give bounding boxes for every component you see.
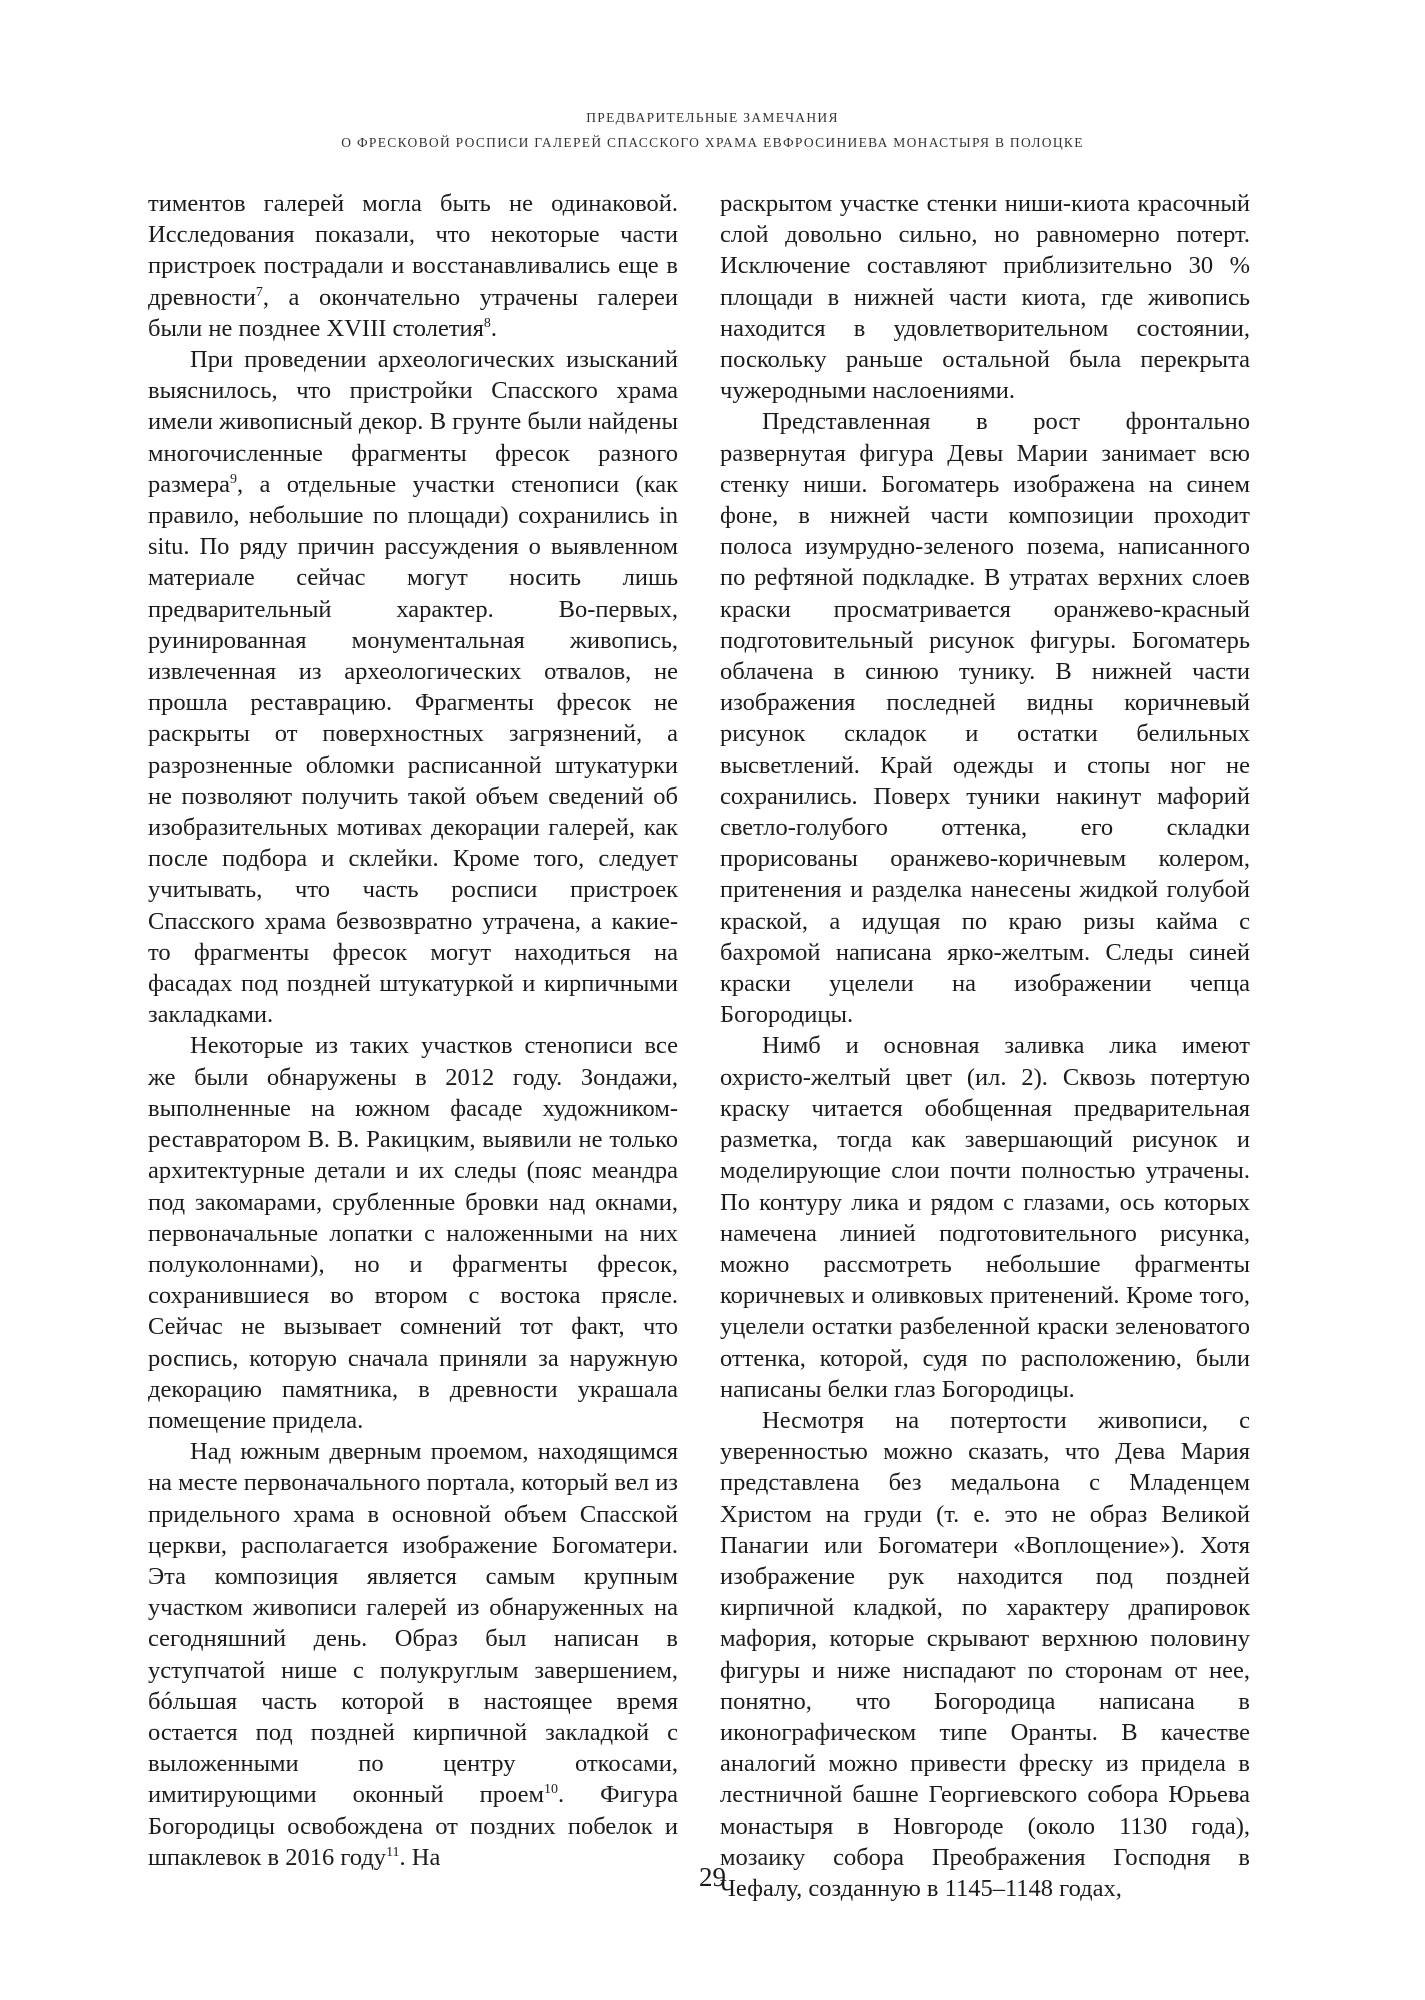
footnote-ref: 9 <box>229 471 237 487</box>
paragraph: Несмотря на потертости живописи, с уверенностью можно сказать, что Дева Мария представлена без медальона с Младенцем Христом на груди (т. е. это не образ Великой Панагии или Богоматери «Воплощение»). Хотя изображение рук находится под поздней кирпичной кладкой, по характеру драпировок мафория, которые скрывают верхнюю половину фигуры и ниже ниспадают по сторонам от нее, понятно, что Богородица написана в иконографическом типе Оранты. В качестве аналогий можно привести фреску из придела в лестничной башне Георгиевского собора Юрьева монастыря в Новгороде (около 1130 года), мозаику собора Преображения Господня в Чефалу, созданную в 1145–1148 годах, <box>720 1406 1250 1902</box>
page-number: 29 <box>699 1862 726 1892</box>
running-header-line-2: О ФРЕСКОВОЙ РОСПИСИ ГАЛЕРЕЙ СПАССКОГО ХРАМА ЕВФРОСИНИЕВА МОНАСТЫРЯ В ПОЛОЦКЕ <box>341 135 1084 150</box>
footnote-ref: 7 <box>255 284 263 300</box>
paragraph-text: тиментов галерей могла быть не одинаковой. Исследования показали, что некоторые части пристроек пострадали и восстанавливались еще в древности <box>148 190 678 311</box>
paragraph-text: , а отдельные участки стенописи (как правило, небольшие по площади) сохранились in situ. По ряду причин рассуждения о выявленном материале сейчас могут носить лишь предварительный характер. Во-первых, руинированная монументальная живопись, извлеченная из археологических отвалов, не прошла реставрацию. Фрагменты фресок не раскрыты от поверхностных загрязнений, а разрозненные обломки расписанной штукатурки не позволяют получить такой объем сведений об изобразительных мотивах декорации галерей, как после подбора и склейки. Кроме того, следует учитывать, что часть росписи пристроек Спасского храма безвозвратно утрачена, а какие-то фрагменты фресок могут находиться на фасадах под поздней штукатуркой и кирпичными закладками. <box>148 470 678 1029</box>
paragraph: Некоторые из таких участков стенописи все же были обнаружены в 2012 году. Зондажи, выполненные на южном фасаде художником-реставратором В. В. Ракицким, выявили не только архитектурные детали и их следы (пояс меандра под закомарами, срубленные бровки над окнами, первоначальные лопатки с наложенными на них полуколоннами), но и фрагменты фресок, сохранившиеся во втором с востока прясле. Сейчас не вызывает сомнений тот факт, что роспись, которую сначала приняли за наружную декорацию памятника, в древности украшала помещение придела. <box>148 1032 678 1434</box>
paragraph: Нимб и основная заливка лика имеют охристо-желтый цвет (ил. 2). Сквозь потертую краску читается обобщенная предварительная разметка, тогда как завершающий рисунок и моделирующие слои почти полностью утрачены. По контуру лика и рядом с глазами, ось которых намечена линией подготовительного рисунка, можно рассмотреть небольшие фрагменты коричневых и оливковых притенений. Кроме того, уцелели остатки разбеленной краски зеленоватого оттенка, которой, судя по расположению, были написаны белки глаз Богородицы. <box>720 1032 1250 1403</box>
left-column <box>148 188 678 1873</box>
paragraph-text: . <box>490 314 498 342</box>
paragraph-text: . На <box>399 1843 441 1871</box>
paragraph-text: При проведении археологических изысканий выяснилось, что пристройки Спасского храма имели живописный декор. В грунте были найдены многочисленные фрагменты фресок разного размера <box>148 346 678 498</box>
footnote-ref: 11 <box>386 1844 400 1860</box>
paragraph <box>148 188 678 344</box>
paragraph-text: . Фигура Богородицы освобождена от поздних побелок и шпаклевок в 2016 году <box>148 1781 679 1871</box>
paragraph-text: , а окончательно утрачены галереи были не позднее XVIII столетия <box>148 283 678 342</box>
footnote-ref: 8 <box>483 315 491 331</box>
footnote-ref: 10 <box>543 1782 558 1798</box>
paragraph <box>148 1436 678 1873</box>
paragraph: раскрытом участке стенки ниши-киота красочный слой довольно сильно, но равномерно потерт. Исключение составляют приблизительно 30 % площади в нижней части киота, где живопись находится в удовлетворительном состоянии, поскольку раньше остальной была перекрыта чужеродными наслоениями. <box>720 190 1250 405</box>
paragraph <box>148 344 678 1030</box>
running-header-line-1: ПРЕДВАРИТЕЛЬНЫЕ ЗАМЕЧАНИЯ <box>586 110 839 125</box>
paragraph-text: Над южным дверным проемом, находящимся на месте первоначального портала, который вел из придельного храма в основной объем Спасской церкви, располагается изображение Богоматери. Эта композиция является самым крупным участком живописи галерей из обнаруженных на сегодняшний день. Образ был написан в уступчатой нише с полукруглым завершением, бóльшая часть которой в настоящее время остается под поздней кирпичной закладкой с выложенными по центру откосами, имитирующими оконный проем <box>148 1438 678 1809</box>
right-column <box>720 188 1250 1904</box>
running-header <box>0 105 1425 155</box>
paragraph: Представленная в рост фронтально развернутая фигура Девы Марии занимает всю стенку ниши. Богоматерь изображена на синем фоне, в нижней части композиции проходит полоса изумрудно-зеленого позема, написанного по рефтяной подкладке. В утратах верхних слоев краски просматривается оранжево-красный подготовительный рисунок фигуры. Богоматерь облачена в синюю тунику. В нижней части изображения последней видны коричневый рисунок складок и остатки белильных высветлений. Край одежды и стопы ног не сохранились. Поверх туники накинут мафорий светло-голубого оттенка, его складки прорисованы оранжево-коричневым колером, притенения и разделка нанесены жидкой голубой краской, а идущая по краю ризы кайма с бахромой написана ярко-желтым. Следы синей краски уцелели на изображении чепца Богородицы. <box>720 408 1250 1029</box>
